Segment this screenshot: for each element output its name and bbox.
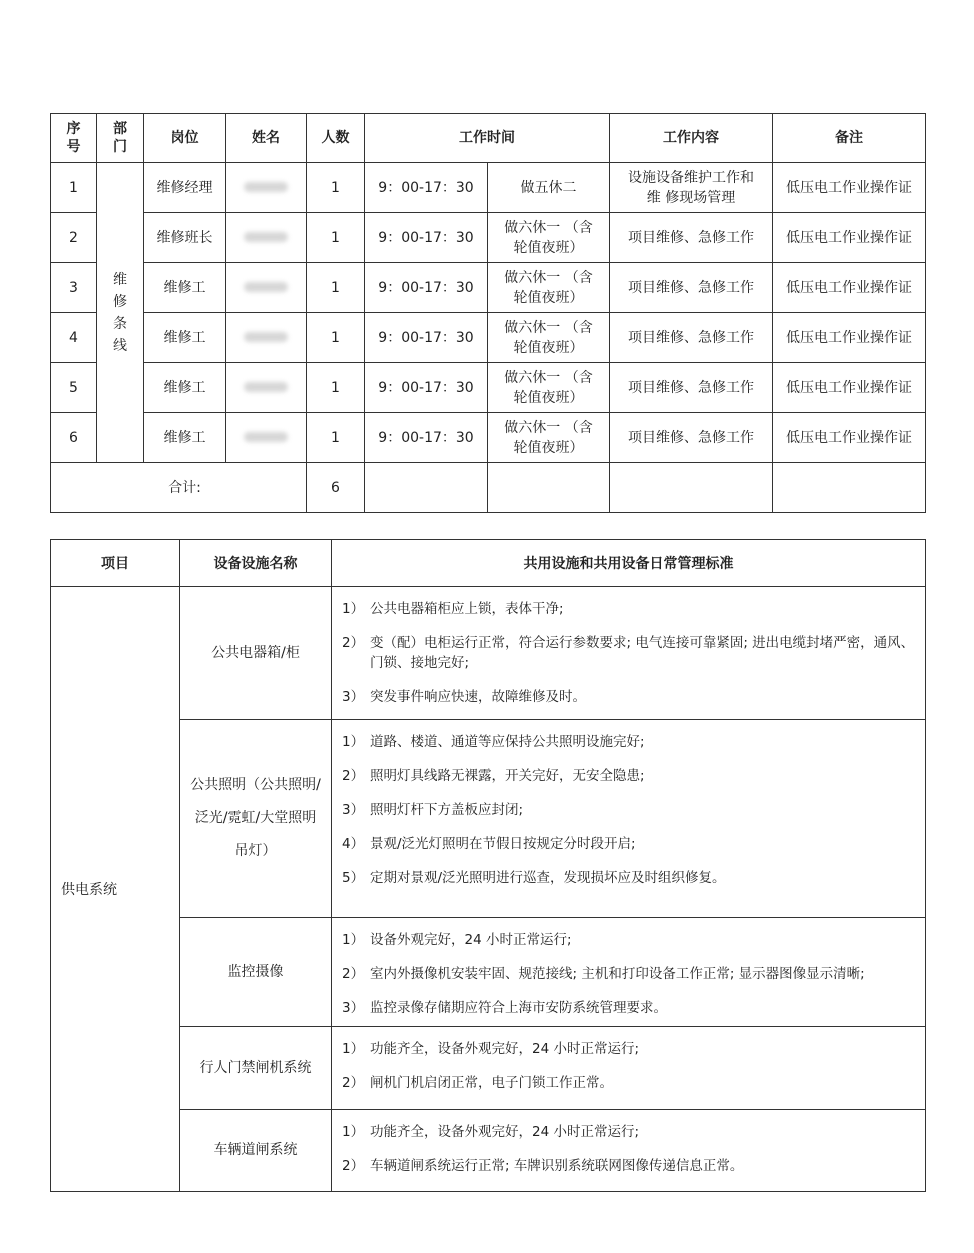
header-dept: 部门 — [97, 114, 144, 163]
standard-row — [51, 1027, 926, 1110]
remark-cell: 低压电工作业操作证 — [773, 363, 926, 413]
item-number: 1） — [342, 601, 365, 617]
seq-cell: 2 — [51, 213, 97, 263]
remark-cell: 低压电工作业操作证 — [773, 413, 926, 463]
item-text: 功能齐全，设备外观完好，24 小时正常运行; — [370, 1041, 640, 1057]
item-text: 设备外观完好，24 小时正常运行; — [370, 932, 572, 948]
standard-item — [342, 834, 915, 854]
total-label: 合计: — [51, 463, 307, 513]
item-text: 闸机门机启闭正常，电子门锁工作正常。 — [370, 1075, 613, 1091]
item-number: 5） — [342, 870, 365, 886]
standard-item — [342, 930, 915, 950]
staff-row — [51, 263, 926, 313]
remark-cell: 低压电工作业操作证 — [773, 213, 926, 263]
standard-item — [342, 1073, 915, 1093]
item-text: 道路、楼道、通道等应保持公共照明设施完好; — [370, 734, 645, 750]
standard-items-cell — [332, 587, 926, 720]
item-number: 2） — [342, 1075, 365, 1091]
standard-item — [342, 800, 915, 820]
staff-table — [50, 113, 926, 513]
standards-table — [50, 539, 926, 1192]
header-standard: 共用设施和共用设备日常管理标准 — [332, 540, 926, 587]
equipment-cell: 监控摄像 — [180, 918, 332, 1027]
post-cell: 维修工 — [144, 263, 226, 313]
content-cell: 设施设备维护工作和 维 修现场管理 — [610, 163, 773, 213]
hours-cell: 9：00-17：30 — [365, 263, 488, 313]
item-number: 1） — [342, 932, 365, 948]
content-cell: 项目维修、急修工作 — [610, 213, 773, 263]
header-work-time: 工作时间 — [365, 114, 610, 163]
dept-label: 维修条线 — [113, 271, 127, 354]
post-cell: 维修工 — [144, 413, 226, 463]
staff-row — [51, 413, 926, 463]
item-number: 2） — [342, 1158, 365, 1174]
total-empty-cell — [365, 463, 488, 513]
hours-cell: 9：00-17：30 — [365, 163, 488, 213]
remark-cell: 低压电工作业操作证 — [773, 263, 926, 313]
count-cell: 1 — [307, 163, 365, 213]
total-empty-cell — [488, 463, 610, 513]
hours-cell: 9：00-17：30 — [365, 213, 488, 263]
standard-item — [342, 599, 915, 619]
redacted-name — [244, 332, 288, 342]
item-text: 功能齐全，设备外观完好，24 小时正常运行; — [370, 1124, 640, 1140]
staff-row — [51, 213, 926, 263]
name-cell — [226, 363, 307, 413]
content-cell: 项目维修、急修工作 — [610, 263, 773, 313]
redacted-name — [244, 282, 288, 292]
item-text: 照明灯具线路无裸露，开关完好，无安全隐患; — [370, 768, 645, 784]
item-number: 1） — [342, 1124, 365, 1140]
remark-cell: 低压电工作业操作证 — [773, 313, 926, 363]
item-text: 照明灯杆下方盖板应封闭; — [370, 802, 524, 818]
standard-items-cell — [332, 1027, 926, 1110]
standard-item — [342, 868, 915, 888]
shift-cell: 做六休一 （含轮值夜班） — [488, 263, 610, 313]
count-cell: 1 — [307, 313, 365, 363]
standard-item — [342, 766, 915, 786]
item-text: 室内外摄像机安装牢固、规范接线; 主机和打印设备工作正常; 显示器图像显示清晰; — [370, 966, 865, 982]
post-cell: 维修班长 — [144, 213, 226, 263]
standard-row — [51, 587, 926, 720]
item-number: 1） — [342, 734, 365, 750]
total-row — [51, 463, 926, 513]
content-cell: 项目维修、急修工作 — [610, 413, 773, 463]
seq-cell: 4 — [51, 313, 97, 363]
header-work-content: 工作内容 — [610, 114, 773, 163]
standard-item — [342, 633, 915, 673]
seq-cell: 1 — [51, 163, 97, 213]
header-seq: 序号 — [51, 114, 97, 163]
equipment-cell: 公共电器箱/柜 — [180, 587, 332, 720]
item-number: 2） — [342, 635, 365, 651]
redacted-name — [244, 182, 288, 192]
shift-cell: 做六休一 （含轮值夜班） — [488, 313, 610, 363]
shift-cell: 做五休二 — [488, 163, 610, 213]
standard-item — [342, 732, 915, 752]
content-cell: 项目维修、急修工作 — [610, 313, 773, 363]
redacted-name — [244, 382, 288, 392]
standard-row — [51, 1110, 926, 1192]
hours-cell: 9：00-17：30 — [365, 313, 488, 363]
header-equipment: 设备设施名称 — [180, 540, 332, 587]
shift-cell: 做六休一 （含轮值夜班） — [488, 213, 610, 263]
item-text: 公共电器箱柜应上锁，表体干净; — [370, 601, 564, 617]
staff-row — [51, 313, 926, 363]
count-cell: 1 — [307, 213, 365, 263]
name-cell — [226, 263, 307, 313]
item-number: 4） — [342, 836, 365, 852]
item-text: 监控录像存储期应符合上海市安防系统管理要求。 — [370, 1000, 667, 1016]
item-number: 3） — [342, 802, 365, 818]
shift-cell: 做六休一 （含轮值夜班） — [488, 413, 610, 463]
redacted-name — [244, 232, 288, 242]
standard-row — [51, 918, 926, 1027]
post-cell: 维修工 — [144, 363, 226, 413]
name-cell — [226, 163, 307, 213]
standard-item — [342, 998, 915, 1018]
post-cell: 维修工 — [144, 313, 226, 363]
item-number: 1） — [342, 1041, 365, 1057]
project-cell: 供电系统 — [51, 587, 180, 1192]
item-text: 突发事件响应快速，故障维修及时。 — [370, 689, 586, 705]
standard-row — [51, 720, 926, 918]
staff-row — [51, 363, 926, 413]
content-cell: 项目维修、急修工作 — [610, 363, 773, 413]
standard-items-cell — [332, 720, 926, 918]
seq-cell: 5 — [51, 363, 97, 413]
hours-cell: 9：00-17：30 — [365, 363, 488, 413]
item-number: 2） — [342, 966, 365, 982]
staff-header-row — [51, 114, 926, 163]
count-cell: 1 — [307, 363, 365, 413]
item-text: 定期对景观/泛光照明进行巡查，发现损坏应及时组织修复。 — [370, 870, 726, 886]
header-remark: 备注 — [773, 114, 926, 163]
item-number: 2） — [342, 768, 365, 784]
hours-cell: 9：00-17：30 — [365, 413, 488, 463]
item-number: 3） — [342, 1000, 365, 1016]
post-cell: 维修经理 — [144, 163, 226, 213]
redacted-name — [244, 432, 288, 442]
standard-item — [342, 1156, 915, 1176]
header-project: 项目 — [51, 540, 180, 587]
name-cell — [226, 313, 307, 363]
standard-item — [342, 1039, 915, 1059]
standard-items-cell — [332, 918, 926, 1027]
standard-item — [342, 1122, 915, 1142]
dept-cell — [97, 163, 144, 463]
standards-header-row — [51, 540, 926, 587]
header-post: 岗位 — [144, 114, 226, 163]
count-cell: 1 — [307, 413, 365, 463]
remark-cell: 低压电工作业操作证 — [773, 163, 926, 213]
total-value: 6 — [307, 463, 365, 513]
header-name: 姓名 — [226, 114, 307, 163]
item-text: 变（配）电柜运行正常，符合运行参数要求; 电气连接可靠紧固; 进出电缆封堵严密，通风、门锁、接地完好; — [370, 635, 915, 671]
item-text: 景观/泛光灯照明在节假日按规定分时段开启; — [370, 836, 636, 852]
equipment-cell: 行人门禁闸机系统 — [180, 1027, 332, 1110]
standard-item — [342, 687, 915, 707]
name-cell — [226, 213, 307, 263]
staff-row — [51, 163, 926, 213]
item-number: 3） — [342, 689, 365, 705]
shift-cell: 做六休一 （含轮值夜班） — [488, 363, 610, 413]
seq-cell: 3 — [51, 263, 97, 313]
total-empty-cell — [773, 463, 926, 513]
name-cell — [226, 413, 307, 463]
item-text: 车辆道闸系统运行正常; 车牌识别系统联网图像传递信息正常。 — [370, 1158, 744, 1174]
equipment-cell: 公共照明（公共照明/泛光/霓虹/大堂照明吊灯） — [180, 720, 332, 918]
equipment-cell: 车辆道闸系统 — [180, 1110, 332, 1192]
standard-item — [342, 964, 915, 984]
standard-items-cell — [332, 1110, 926, 1192]
seq-cell: 6 — [51, 413, 97, 463]
count-cell: 1 — [307, 263, 365, 313]
total-empty-cell — [610, 463, 773, 513]
header-count: 人数 — [307, 114, 365, 163]
